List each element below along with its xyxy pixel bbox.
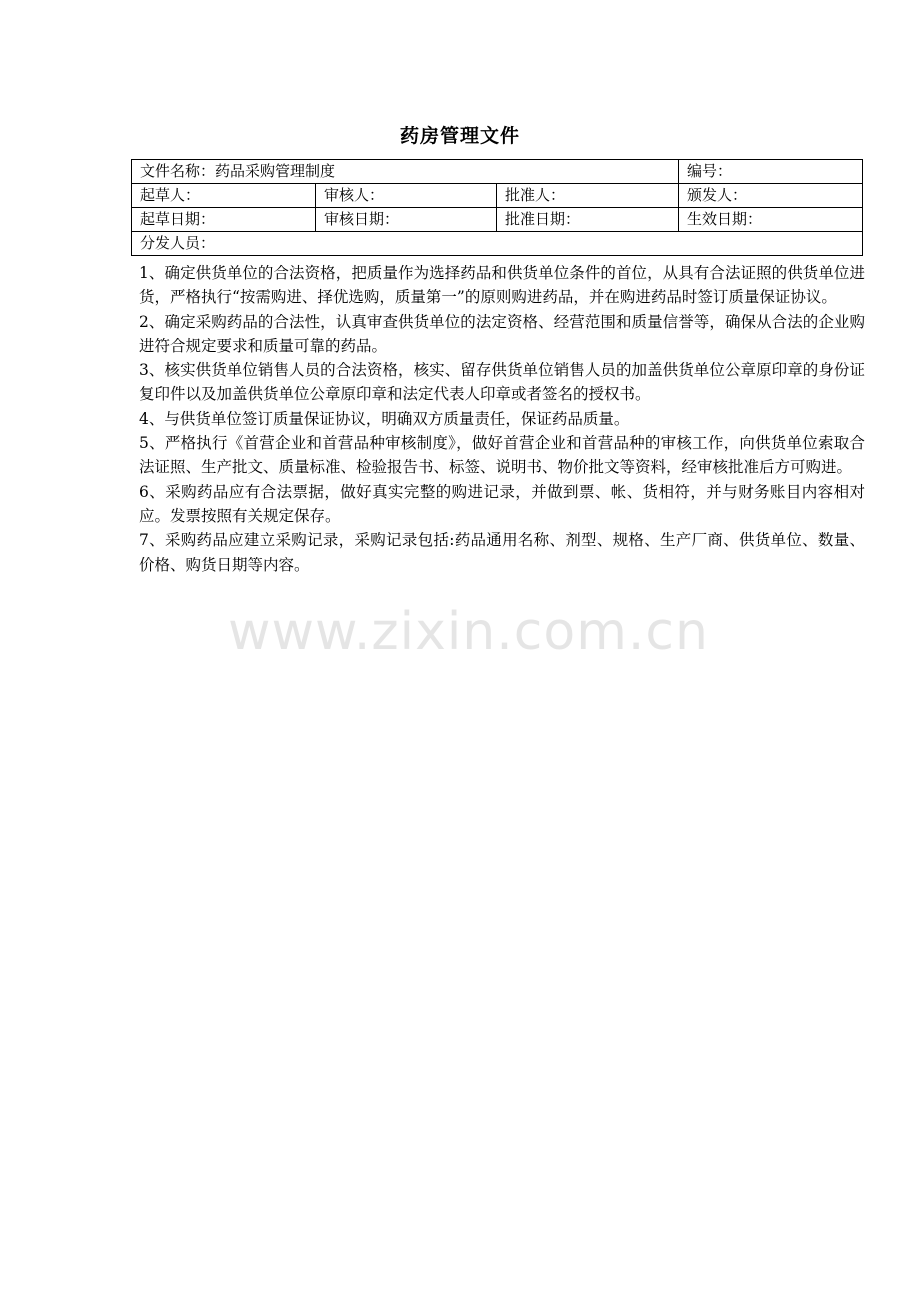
table-row: [132, 208, 863, 232]
drafter-cell: 起草人：: [132, 184, 316, 208]
clause-paragraph: 6、采购药品应有合法票据，做好真实完整的购进记录，并做到票、帐、货相符，并与财务账目内容相对应。发票按照有关规定保存。: [139, 482, 865, 525]
distribution-cell: 分发人员：: [132, 232, 863, 256]
approve-date-cell: 批准日期：: [497, 208, 679, 232]
file-name-cell: 文件名称：药品采购管理制度: [132, 160, 679, 184]
watermark: www.zixin.com.cn: [228, 602, 709, 662]
clause-paragraph: 1、确定供货单位的合法资格，把质量作为选择药品和供货单位条件的首位，从具有合法证照的供货单位进货，严格执行“按需购进、择优选购，质量第一”的原则购进药品，并在购进药品时签订质量保证协议。: [139, 264, 865, 307]
document-header-table: [131, 159, 863, 256]
clause-paragraph: 5、严格执行《首营企业和首营品种审核制度》，做好首营企业和首营品种的审核工作，向供货单位索取合法证照、生产批文、质量标准、检验报告书、标签、说明书、物价批文等资料，经审核批准后方可购进。: [139, 434, 865, 477]
clause-paragraph: 3、核实供货单位销售人员的合法资格，核实、留存供货单位销售人员的加盖供货单位公章原印章的身份证复印件以及加盖供货单位公章原印章和法定代表人印章或者签名的授权书。: [139, 361, 865, 404]
table-row: [132, 232, 863, 256]
issuer-cell: 颁发人：: [679, 184, 863, 208]
approver-cell: 批准人：: [497, 184, 679, 208]
page-title: 药房管理文件: [399, 125, 520, 147]
reviewer-cell: 审核人：: [316, 184, 497, 208]
clause-paragraph: 7、采购药品应建立采购记录，采购记录包括:药品通用名称、剂型、规格、生产厂商、供货单位、数量、价格、购货日期等内容。: [139, 531, 865, 574]
draft-date-cell: 起草日期：: [132, 208, 316, 232]
review-date-cell: 审核日期：: [316, 208, 497, 232]
policy-body: [139, 261, 865, 577]
table-row: [132, 160, 863, 184]
effective-date-cell: 生效日期：: [679, 208, 863, 232]
table-row: [132, 184, 863, 208]
number-cell: 编号：: [679, 160, 863, 184]
clause-paragraph: 2、确定采购药品的合法性，认真审查供货单位的法定资格、经营范围和质量信誉等，确保从合法的企业购进符合规定要求和质量可靠的药品。: [139, 312, 865, 355]
clause-paragraph: 4、与供货单位签订质量保证协议，明确双方质量责任，保证药品质量。: [139, 409, 630, 428]
